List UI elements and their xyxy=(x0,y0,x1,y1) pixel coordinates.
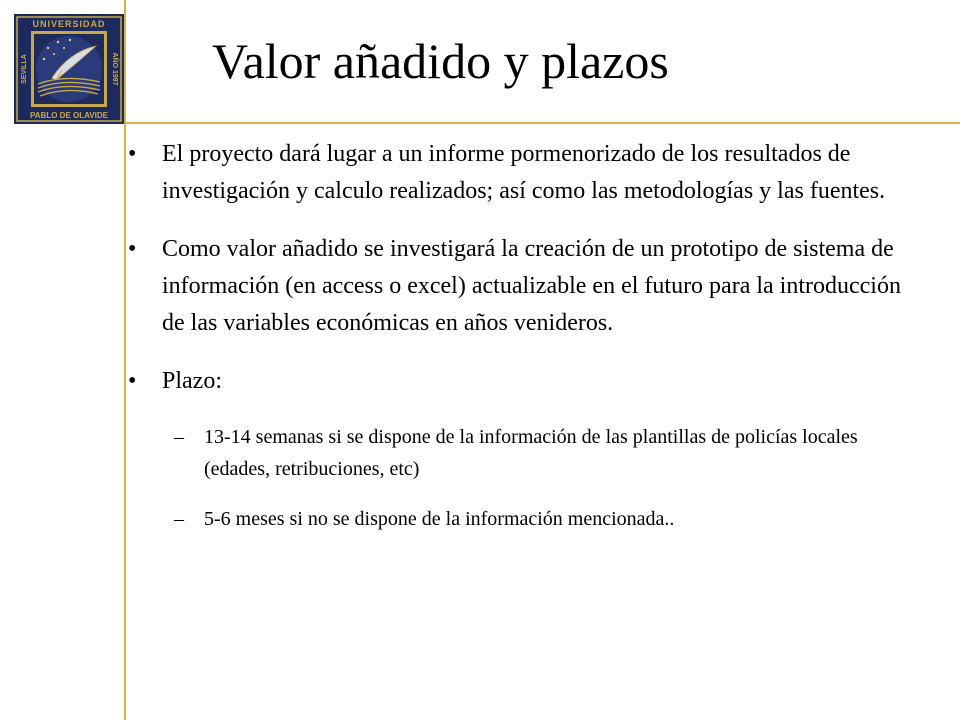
logo-bottom-text: PABLO DE OLAVIDE xyxy=(30,111,108,120)
logo-left-text: SEVILLA xyxy=(21,54,28,84)
university-logo xyxy=(14,14,124,124)
university-seal-icon xyxy=(14,14,124,124)
bullet-marker: • xyxy=(128,236,137,262)
vertical-rule xyxy=(124,0,126,720)
bullet-text: Como valor añadido se investigará la creación de un prototipo de sistema de información (en access o excel) actualizable en el futuro para la introducción de las variables económicas en años venideros. xyxy=(162,236,901,336)
logo-top-text: UNIVERSIDAD xyxy=(32,19,106,29)
sub-bullet-item xyxy=(128,503,928,535)
bullet-text: Plazo: xyxy=(162,368,222,394)
logo-right-text: AÑO 1997 xyxy=(111,52,118,86)
bullet-text: El proyecto dará lugar a un informe pormenorizado de los resultados de investigación y calculo realizados; así como las metodologías y las fuentes. xyxy=(162,141,886,204)
bullet-marker: • xyxy=(128,141,137,167)
sub-bullet-item xyxy=(128,421,928,485)
sub-bullet-text: 5-6 meses si no se dispone de la información mencionada.. xyxy=(204,508,675,530)
bullet-item xyxy=(128,363,928,400)
bullet-item xyxy=(128,136,928,210)
slide-title: Valor añadido y plazos xyxy=(212,33,669,89)
bullet-marker: • xyxy=(128,368,137,394)
sub-bullet-text: 13-14 semanas si se dispone de la información de las plantillas de policías locales (edades, retribuciones, etc) xyxy=(204,426,858,480)
slide-content xyxy=(128,136,928,553)
sub-bullet-marker: – xyxy=(174,426,184,448)
horizontal-rule xyxy=(124,122,960,124)
bullet-item xyxy=(128,231,928,342)
sub-bullet-marker: – xyxy=(174,508,184,530)
